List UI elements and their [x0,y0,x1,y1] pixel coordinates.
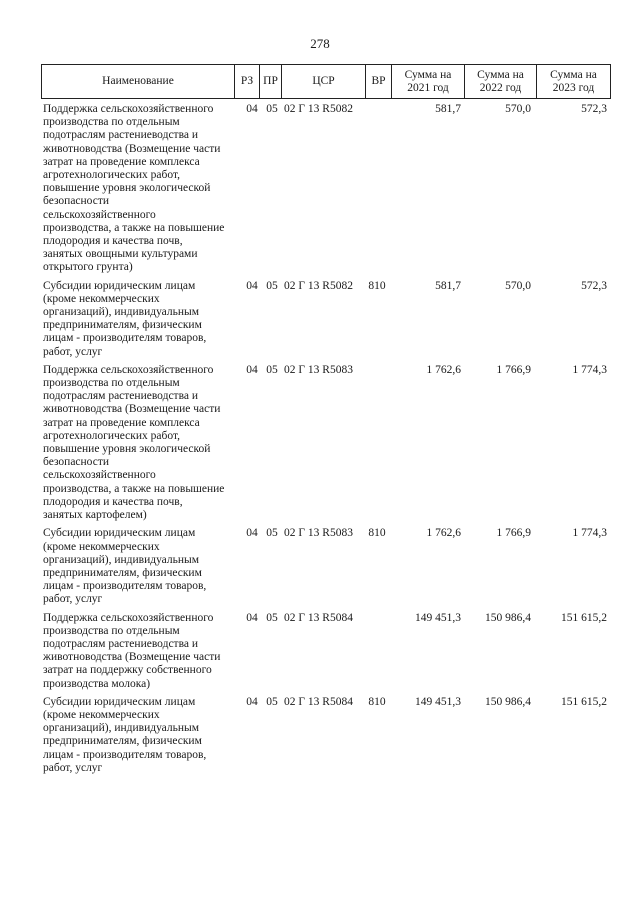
row-csr: 02 Г 13 R5083 [284,363,353,376]
row-name [41,280,241,359]
row-name-line: производства, а также на повышение [43,482,225,495]
row-name-line: животноводства (Возмещение части [43,403,221,416]
row-name-line: сельскохозяйственного [43,208,156,221]
row-rz: 04 [246,363,258,376]
row-csr: 02 Г 13 R5083 [284,527,353,540]
row-name-line: затрат на проведение комплекса [43,416,200,429]
row-name-line: подотраслям растениеводства и [43,637,198,650]
row-sum-2022: 150 986,4 [485,695,531,708]
row-name-line: Субсидии юридическим лицам [43,527,196,540]
row-pr: 05 [266,279,278,292]
row-name-line: работ, услуг [43,345,103,358]
row-sum-2023: 151 615,2 [561,611,607,624]
row-name-line: затрат на поддержку собственного [43,664,212,677]
row-name [41,612,241,691]
row-name-line: Субсидии юридическим лицам [43,279,196,292]
row-name [41,696,241,775]
row-pr: 05 [266,611,278,624]
row-pr: 05 [266,695,278,708]
row-name-line: плодородия и качества почв, [43,495,183,508]
header-sum-2022: Сумма на 2022 год [465,65,537,99]
row-name-line: производства по отдельным [43,116,180,129]
table-body [41,103,621,775]
row-name-line: лицам - производителям товаров, [43,580,207,593]
row-name-line: организаций), индивидуальным [43,306,200,319]
row-name-line: Поддержка сельскохозяйственного [43,611,214,624]
row-vr: 810 [368,279,386,292]
row-sum-2023: 1 774,3 [572,363,607,376]
row-name-line: животноводства (Возмещение части [43,651,221,664]
row-sum-2022: 150 986,4 [485,611,531,624]
row-name-line: лицам - производителям товаров, [43,748,207,761]
row-csr: 02 Г 13 R5084 [284,695,353,708]
table-row [41,527,621,606]
row-name-line: производства, а также на повышение [43,221,225,234]
row-sum-2021: 1 762,6 [426,363,461,376]
row-name-line: (кроме некоммерческих [43,540,160,553]
header-sum-2023: Сумма на 2023 год [537,65,611,99]
row-name-line: открытого грунта) [43,261,133,274]
table-row [41,280,621,359]
row-name-line: подотраслям растениеводства и [43,390,198,403]
row-pr: 05 [266,363,278,376]
row-name-line: работ, услуг [43,593,103,606]
row-name-line: затрат на проведение комплекса [43,155,200,168]
header-rz: РЗ [235,65,260,99]
table-row [41,364,621,522]
row-name-line: плодородия и качества почв, [43,235,183,248]
row-csr: 02 Г 13 R5082 [284,279,353,292]
row-pr: 05 [266,103,278,115]
row-pr: 05 [266,527,278,540]
table-header [41,64,611,99]
row-name-line: повышение уровня экологической [43,443,211,456]
row-name-line: предпринимателям, физическим [43,566,202,579]
row-csr: 02 Г 13 R5084 [284,611,353,624]
row-name-line: производства молока) [43,677,151,690]
row-name-line: животноводства (Возмещение части [43,142,221,155]
row-name-line: повышение уровня экологической [43,182,211,195]
row-name-line: Поддержка сельскохозяйственного [43,103,214,115]
row-sum-2023: 151 615,2 [561,695,607,708]
row-rz: 04 [246,279,258,292]
table-row [41,612,621,691]
row-name-line: сельскохозяйственного [43,469,156,482]
row-sum-2022: 1 766,9 [496,527,531,540]
row-name-line: занятых картофелем) [43,509,147,522]
row-name-line: безопасности [43,456,110,469]
table-row [41,696,621,775]
header-name: Наименование [42,65,235,99]
row-sum-2023: 1 774,3 [572,527,607,540]
row-name-line: организаций), индивидуальным [43,553,200,566]
row-sum-2021: 149 451,3 [415,611,461,624]
row-name [41,364,241,522]
row-sum-2021: 581,7 [435,279,461,292]
header-csr: ЦСР [282,65,366,99]
row-name-line: производства по отдельным [43,624,180,637]
row-sum-2021: 1 762,6 [426,527,461,540]
row-rz: 04 [246,527,258,540]
row-name [41,103,241,275]
row-name-line: агротехнологических работ, [43,169,180,182]
row-name-line: (кроме некоммерческих [43,292,160,305]
row-name-line: занятых овощными культурами [43,248,198,261]
row-vr: 810 [368,695,386,708]
row-vr: 810 [368,527,386,540]
row-name-line: производства по отдельным [43,377,180,390]
row-csr: 02 Г 13 R5082 [284,103,353,115]
header-pr: ПР [260,65,282,99]
row-sum-2023: 572,3 [581,103,607,115]
row-rz: 04 [246,611,258,624]
header-sum-2021: Сумма на 2021 год [392,65,465,99]
row-sum-2022: 570,0 [505,279,531,292]
row-name-line: подотраслям растениеводства и [43,129,198,142]
row-sum-2021: 149 451,3 [415,695,461,708]
row-name-line: организаций), индивидуальным [43,722,200,735]
table-row [41,103,621,275]
row-name-line: агротехнологических работ, [43,429,180,442]
row-sum-2022: 1 766,9 [496,363,531,376]
row-name-line: (кроме некоммерческих [43,708,160,721]
row-name-line: Субсидии юридическим лицам [43,695,196,708]
row-name-line: Поддержка сельскохозяйственного [43,363,214,376]
header-vr: ВР [366,65,392,99]
row-sum-2022: 570,0 [505,103,531,115]
row-name-line: предпринимателям, физическим [43,735,202,748]
row-name-line: работ, услуг [43,761,103,774]
page-number: 278 [310,36,330,51]
row-name [41,527,241,606]
row-name-line: предпринимателям, физическим [43,319,202,332]
row-name-line: лицам - производителям товаров, [43,332,207,345]
row-sum-2023: 572,3 [581,279,607,292]
row-sum-2021: 581,7 [435,103,461,115]
row-rz: 04 [246,695,258,708]
row-name-line: безопасности [43,195,110,208]
row-rz: 04 [246,103,258,115]
